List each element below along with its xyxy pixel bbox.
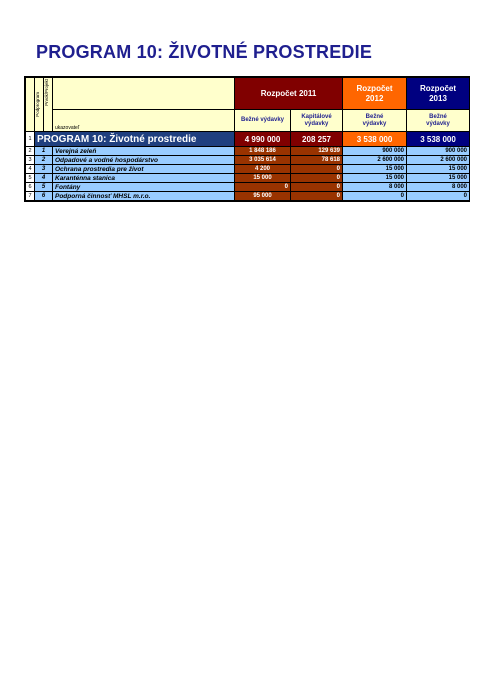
bezne-2013-value: 0: [407, 192, 470, 201]
table-row: [26, 174, 470, 183]
ukazovatel-label: ukazovateľ: [53, 110, 235, 132]
bezne-2013-line2: výdavky: [426, 120, 450, 127]
bezne-2012-line1: Bežné: [365, 113, 384, 120]
bezne-2011-value: 4 200: [235, 165, 291, 174]
row-number: 1: [26, 132, 35, 147]
bezne-2011-value: 1 848 186: [235, 147, 291, 156]
bezne-2011-value: 0: [235, 183, 291, 192]
kapital-2011-value: 0: [291, 192, 343, 201]
bezne-2013-value: 2 600 000: [407, 156, 470, 165]
bezne-2013-value: 900 000: [407, 147, 470, 156]
budget-2013-line2: 2013: [429, 93, 447, 103]
bezne-2013-header: [407, 110, 470, 132]
bezne-2012-value: 15 000: [343, 174, 407, 183]
bezne-2012-value: 0: [343, 192, 407, 201]
budget-2012-header: [343, 78, 407, 110]
row-name: Karanténna stanica: [53, 174, 235, 183]
podprogram-header: [35, 78, 44, 132]
subprogram-number: 1: [35, 147, 53, 156]
row-number: 6: [26, 183, 35, 192]
subprogram-number: 6: [35, 192, 53, 201]
row-name: Odpadové a vodné hospodárstvo: [53, 156, 235, 165]
bezne-2013-line1: Bežné: [429, 113, 447, 120]
row-number: 7: [26, 192, 35, 201]
bezne-2013-value: 15 000: [407, 174, 470, 183]
bezne-2011-header: Bežné výdavky: [235, 110, 291, 132]
program-name: PROGRAM 10: Životné prostredie: [35, 132, 235, 147]
kapital-2011-value: 78 618: [291, 156, 343, 165]
row-number: 3: [26, 156, 35, 165]
program-bezne-2013: 3 538 000: [407, 132, 470, 147]
budget-2012-line2: 2012: [365, 93, 384, 103]
table-row: [26, 183, 470, 192]
table-row: [26, 192, 470, 201]
kapital-2011-value: 0: [291, 165, 343, 174]
row-name: Ochrana prostredia pre život: [53, 165, 235, 174]
subprogram-number: 2: [35, 156, 53, 165]
kapital-2011-value: 0: [291, 183, 343, 192]
subprogram-number: 5: [35, 183, 53, 192]
row-name: Fontány: [53, 183, 235, 192]
row-number: 5: [26, 174, 35, 183]
bezne-2012-value: 15 000: [343, 165, 407, 174]
page-title: PROGRAM 10: ŽIVOTNÉ PROSTREDIE: [36, 42, 373, 62]
budget-2013-header: [407, 78, 470, 110]
kapital-line2: výdavky: [304, 120, 329, 127]
kapital-line1: Kapitálové: [301, 113, 332, 120]
bezne-2013-value: 8 000: [407, 183, 470, 192]
bezne-2012-header: [343, 110, 407, 132]
row-name: Verejná zeleň: [53, 147, 235, 156]
bezne-2011-value: 3 035 614: [235, 156, 291, 165]
row-name: Podporná činnosť MHSL m.r.o.: [53, 192, 235, 201]
row-number-header: [26, 78, 35, 132]
subprogram-number: 4: [35, 174, 53, 183]
bezne-2011-value: 95 000: [235, 192, 291, 201]
bezne-2012-value: 2 600 000: [343, 156, 407, 165]
table-row: [26, 165, 470, 174]
program-kapital-2011: 208 257: [291, 132, 343, 147]
row-number: 4: [26, 165, 35, 174]
kapital-2011-value: 129 639: [291, 147, 343, 156]
program-bezne-2011: 4 990 000: [235, 132, 291, 147]
bezne-2012-value: 900 000: [343, 147, 407, 156]
bezne-2013-value: 15 000: [407, 165, 470, 174]
podprogram-label: Podprogram: [35, 92, 40, 117]
bezne-2012-line2: výdavky: [362, 120, 387, 127]
bezne-2012-value: 8 000: [343, 183, 407, 192]
prvok-label: Prvok/Projekt: [44, 79, 49, 106]
kapital-2011-header: [291, 110, 343, 132]
table-row: [26, 156, 470, 165]
kapital-2011-value: 0: [291, 174, 343, 183]
row-number: 2: [26, 147, 35, 156]
budget-2013-line1: Rozpočet: [420, 83, 457, 93]
budget-2012-line1: Rozpočet: [356, 83, 393, 93]
name-header-top: [53, 78, 235, 110]
budget-table: [24, 76, 470, 202]
program-bezne-2012: 3 538 000: [343, 132, 407, 147]
bezne-2011-value: 15 000: [235, 174, 291, 183]
budget-2011-header: Rozpočet 2011: [235, 78, 343, 110]
prvok-header: [44, 78, 53, 132]
program-row: [26, 132, 470, 147]
subprogram-number: 3: [35, 165, 53, 174]
table-row: [26, 147, 470, 156]
